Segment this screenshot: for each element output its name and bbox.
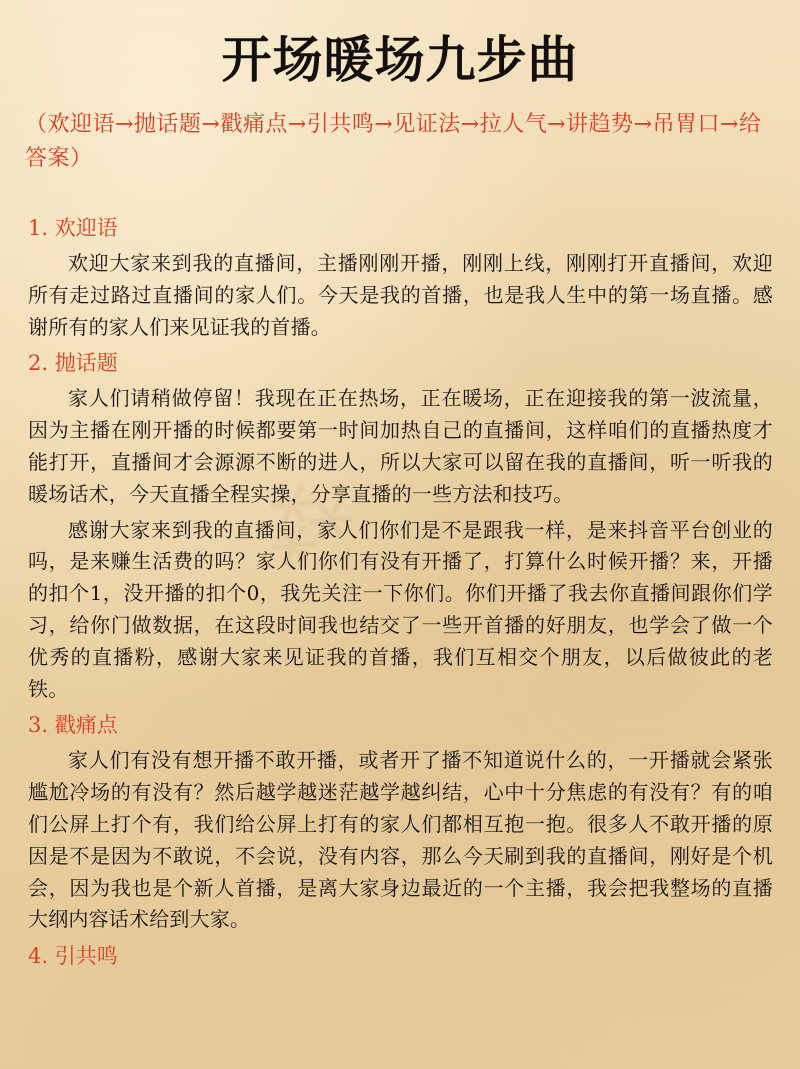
section-topic	[28, 347, 773, 705]
page-title: 开场暖场九步曲	[221, 31, 579, 89]
section-paragraph: 家人们请稍做停留！我现在正在热场，正在暖场，正在迎接我的第一波流量，因为主播在刚开播的时候都要第一时间加热自己的直播间，这样咱们的直播热度才能打开，直播间才会源源不断的进人，所以大家可以留在我的直播间，听一听我的暖场话术，今天直播全程实操，分享直播的一些方法和技巧。	[28, 386, 773, 506]
background-watermark: ⁂	[238, 453, 372, 592]
section-paragraph: 家人们有没有想开播不敢开播，或者开了播不知道说什么的，一开播就会紧张尴尬冷场的有没有？然后越学越迷茫越学越纠结，心中十分焦虑的有没有？有的咱们公屏上打个有，我们给公屏上打有的家人们都相互抱一抱。很多人不敢开播的原因是不是因为不敢说，不会说，没有内容，那么今天刷到我的直播间，刚好是个机会，因为我也是个新人首播，是离大家身边最近的一个主播，我会把我整场的直播大纲内容话术给到大家。	[28, 748, 773, 932]
section-pain-point	[28, 709, 773, 936]
steps-subtitle: （欢迎语→抛话题→戳痛点→引共鸣→见证法→拉人气→讲趋势→吊胃口→给答案）	[25, 112, 762, 171]
section-paragraph: 感谢大家来到我的直播间，家人们你们是不是跟我一样，是来抖音平台创业的吗，是来赚生活费的吗？家人们你们有没有开播了，打算什么时候开播？来，开播的扣个1，没开播的扣个0，我先关注一下你们。你们开播了我去你直播间跟你们学习，给你门做数据，在这段时间我也结交了一些开首播的好朋友，也学会了做一个优秀的直播粉，感谢大家来见证我的首播，我们互相交个朋友，以后做彼此的老铁。	[28, 517, 773, 701]
article-body	[28, 212, 773, 976]
section-heading: 3. 戳痛点	[28, 713, 118, 738]
section-resonance	[28, 940, 773, 972]
section-heading: 4. 引共鸣	[28, 944, 118, 969]
section-heading: 2. 抛话题	[28, 351, 118, 376]
section-paragraph: 欢迎大家来到我的直播间，主播刚刚开播，刚刚上线，刚刚打开直播间，欢迎所有走过路过直播间的家人们。今天是我的首播，也是我人生中的第一场直播。感谢所有的家人们来见证我的首播。	[28, 251, 773, 339]
section-heading: 1. 欢迎语	[28, 216, 118, 240]
section-welcome	[28, 212, 773, 343]
